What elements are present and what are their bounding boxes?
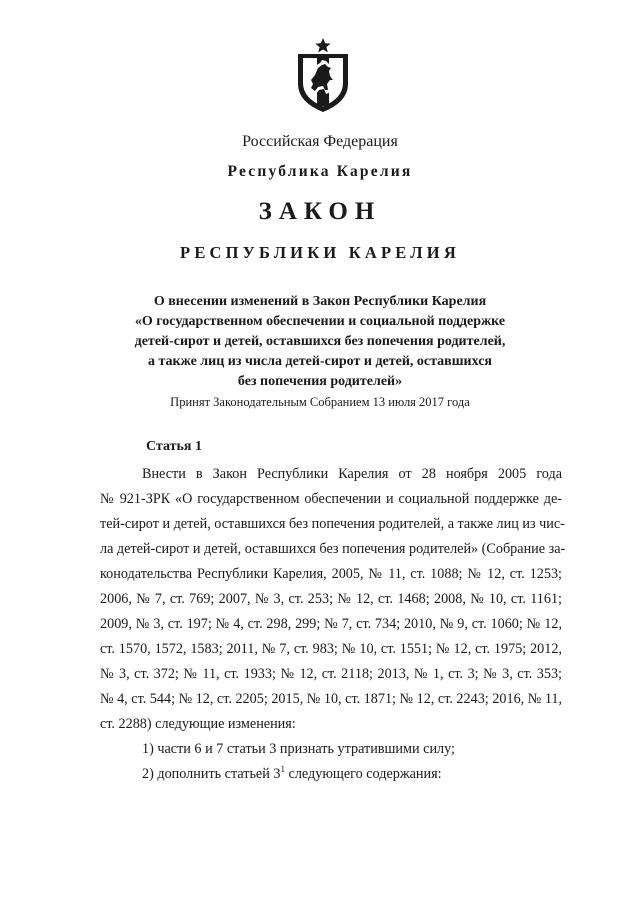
body-line: конодательства Республики Карелия, 2005, № 11, ст. 1088; № 12, ст. 1253; xyxy=(100,566,562,582)
law-title-line: детей-сирот и детей, оставшихся без попечения родителей, xyxy=(134,334,506,349)
superscript: 1 xyxy=(280,764,285,774)
document-type: ЗАКОН xyxy=(258,198,382,225)
adoption-note: Принят Законодательным Собранием 13 июля 2017 года xyxy=(170,395,470,409)
document-issuer: РЕСПУБЛИКИ КАРЕЛИЯ xyxy=(180,243,460,262)
body-line: № 921-ЗРК «О государственном обеспечении и социальной поддержке де- xyxy=(100,491,562,507)
country-name: Российская Федерация xyxy=(242,133,398,150)
law-title-line: без попечения родителей» xyxy=(237,374,403,389)
body-line: ла детей-сирот и детей, оставшихся без попечения родителей» (Собрание за- xyxy=(100,541,566,557)
law-title xyxy=(0,292,640,392)
republic-name: Республика Карелия xyxy=(227,163,413,180)
law-title-line: а также лиц из числа детей-сирот и детей, оставшихся xyxy=(148,354,492,369)
body-line: ст. 2288) следующие изменения: xyxy=(100,716,296,732)
law-title-line: О внесении изменений в Закон Республики Карелия xyxy=(153,294,487,309)
list-item-text: 2) дополнить статьей 3 xyxy=(142,766,281,782)
list-item xyxy=(142,762,562,786)
coat-of-arms-icon xyxy=(292,36,354,114)
body-line: 2009, № 3, ст. 197; № 4, ст. 298, 299; № 7, ст. 734; 2010, № 9, ст. 1060; № 12, xyxy=(100,616,562,632)
law-title-line: «О государственном обеспечении и социальной поддержке xyxy=(134,314,506,329)
body-line: 2006, № 7, ст. 769; 2007, № 3, ст. 253; № 12, ст. 1468; 2008, № 10, ст. 1161; xyxy=(100,591,562,607)
body-line: тей-сирот и детей, оставшихся без попечения родителей, а также лиц из чис- xyxy=(100,516,565,532)
list-item: 1) части 6 и 7 статьи 3 признать утратившими силу; xyxy=(142,741,455,757)
list-item-text: следующего содержания: xyxy=(284,766,442,782)
article-heading: Статья 1 xyxy=(146,439,202,454)
body-line: № 4, ст. 544; № 12, ст. 2205; 2015, № 10, ст. 1871; № 12, ст. 2243; 2016, № 11, xyxy=(100,691,563,707)
body-line: № 3, ст. 372; № 11, ст. 1933; № 12, ст. 2118; 2013, № 1, ст. 3; № 3, ст. 353; xyxy=(100,666,562,682)
body-line: Внести в Закон Республики Карелия от 28 ноября 2005 года xyxy=(142,466,562,482)
body-line: ст. 1570, 1572, 1583; 2011, № 7, ст. 983; № 10, ст. 1551; № 12, ст. 1975; 2012, xyxy=(100,641,562,657)
